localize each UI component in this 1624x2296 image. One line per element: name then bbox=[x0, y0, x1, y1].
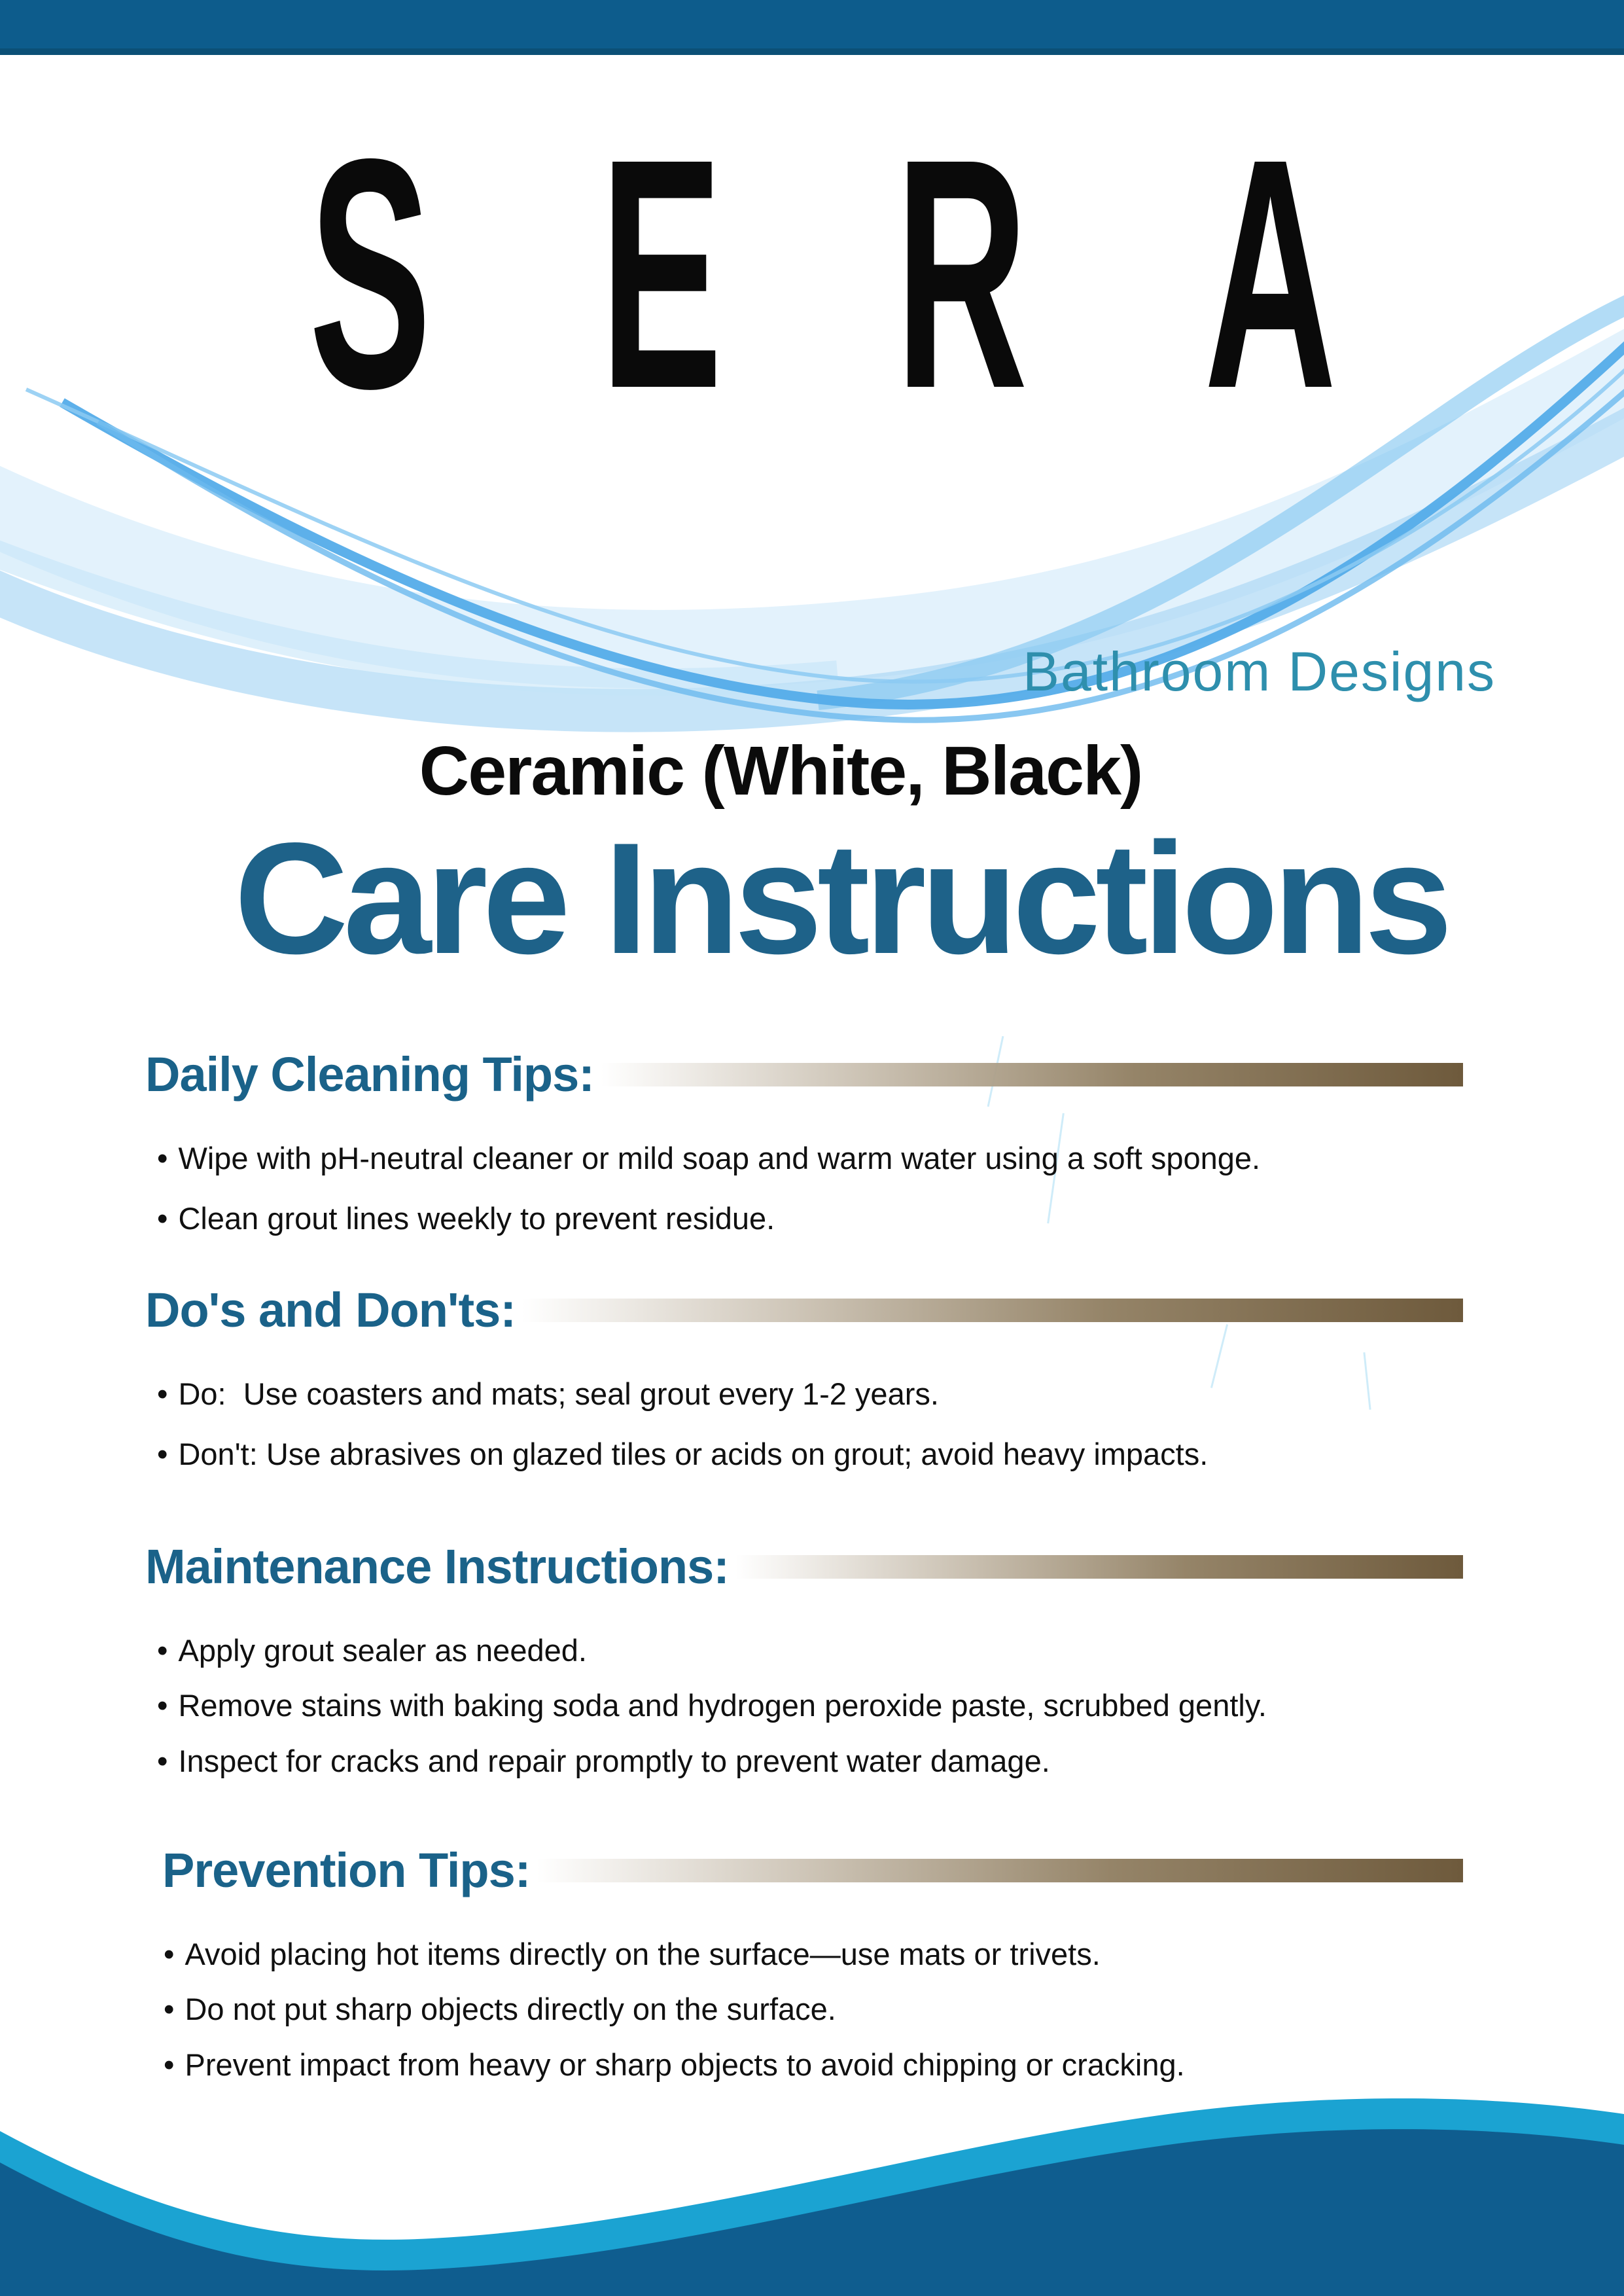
bullet-text: Inspect for cracks and repair promptly to prevent water damage. bbox=[178, 1744, 1050, 1778]
bullet-icon: • bbox=[164, 1992, 175, 2027]
list-item bbox=[157, 1632, 1545, 1670]
wordmark-letter-r: R bbox=[894, 90, 1028, 456]
bullet-text: Remove stains with baking soda and hydrogen peroxide paste, scrubbed gently. bbox=[178, 1688, 1267, 1723]
bullet-text: Clean grout lines weekly to prevent residue. bbox=[178, 1201, 775, 1236]
bullet-text: Don't: Use abrasives on glazed tiles or acids on grout; avoid heavy impacts. bbox=[178, 1437, 1209, 1472]
heading-underline-bar bbox=[522, 1299, 1463, 1322]
wordmark-letter-s: S bbox=[309, 90, 432, 456]
product-subtitle: Ceramic (White, Black) bbox=[419, 732, 1142, 810]
bullet-icon: • bbox=[164, 2047, 175, 2082]
top-accent-bar bbox=[0, 0, 1624, 55]
bullet-icon: • bbox=[157, 1140, 168, 1175]
section-heading: Do's and Don'ts: bbox=[145, 1283, 516, 1337]
bullet-text: Avoid placing hot items directly on the surface—use mats or trivets. bbox=[185, 1936, 1101, 1971]
section-daily-cleaning-tips bbox=[0, 1045, 1624, 1261]
heading-underline-bar bbox=[735, 1555, 1463, 1579]
bullet-text: Do not put sharp objects directly on the surface. bbox=[185, 1992, 836, 2027]
bullet-icon: • bbox=[157, 1437, 168, 1472]
bullet-icon: • bbox=[157, 1688, 168, 1723]
list-item bbox=[157, 1742, 1545, 1781]
wordmark-letter-e: E bbox=[600, 90, 722, 456]
footer-wave-graphic bbox=[0, 2015, 1624, 2296]
bullet-icon: • bbox=[157, 1632, 168, 1668]
section-heading: Daily Cleaning Tips: bbox=[145, 1047, 594, 1102]
section-heading: Maintenance Instructions: bbox=[145, 1539, 729, 1594]
heading-underline-bar bbox=[601, 1063, 1463, 1086]
section-heading-row bbox=[0, 1045, 1624, 1105]
bullet-icon: • bbox=[157, 1376, 168, 1411]
bullet-icon: • bbox=[157, 1744, 168, 1778]
bullet-list bbox=[0, 1375, 1624, 1475]
bullet-text: Prevent impact from heavy or sharp objects to avoid chipping or cracking. bbox=[185, 2047, 1185, 2082]
section-heading-row bbox=[0, 1840, 1624, 1901]
page-title: Care Instructions bbox=[234, 810, 1448, 987]
section-dos-and-donts bbox=[0, 1280, 1624, 1496]
list-item bbox=[157, 1435, 1545, 1474]
bullet-text: Apply grout sealer as needed. bbox=[178, 1632, 587, 1668]
bullet-list bbox=[0, 1139, 1624, 1239]
section-maintenance-instructions bbox=[0, 1537, 1624, 1798]
list-item bbox=[157, 1200, 1545, 1238]
brand-tagline: Bathroom Designs bbox=[1023, 641, 1496, 702]
section-heading-row bbox=[0, 1280, 1624, 1341]
bullet-text: Wipe with pH-neutral cleaner or mild soap and warm water using a soft sponge. bbox=[178, 1140, 1261, 1175]
bullet-text: Do: Use coasters and mats; seal grout every 1-2 years. bbox=[178, 1376, 939, 1411]
bullet-icon: • bbox=[164, 1936, 175, 1971]
heading-underline-bar bbox=[537, 1859, 1463, 1882]
section-heading: Prevention Tips: bbox=[162, 1843, 531, 1897]
bullet-list bbox=[0, 1632, 1624, 1781]
list-item bbox=[164, 1935, 1545, 1974]
section-heading-row bbox=[0, 1537, 1624, 1598]
list-item bbox=[157, 1375, 1545, 1414]
list-item bbox=[157, 1139, 1545, 1178]
wordmark-letter-a: A bbox=[1204, 90, 1337, 456]
bullet-icon: • bbox=[157, 1201, 168, 1236]
list-item bbox=[157, 1687, 1545, 1725]
